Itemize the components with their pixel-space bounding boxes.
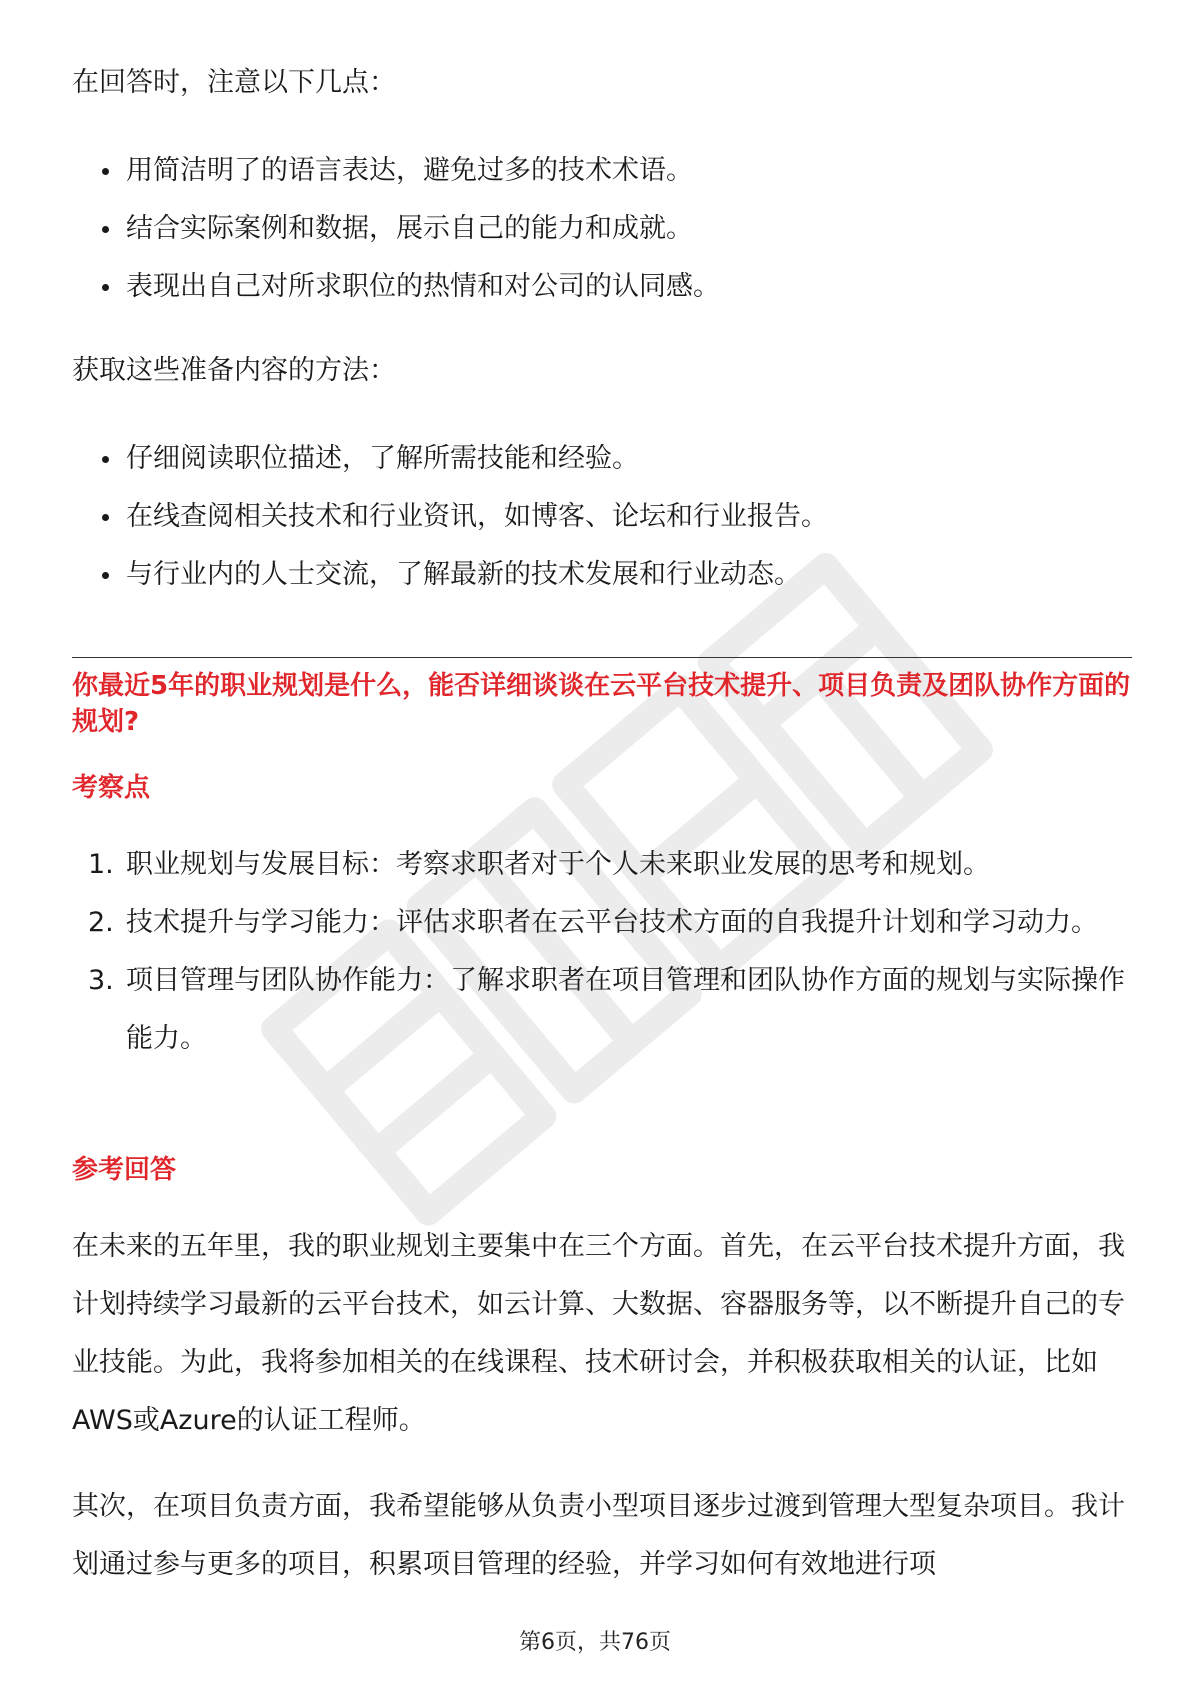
list-item: 仔细阅读职位描述，了解所需技能和经验。 bbox=[72, 430, 828, 488]
list-item: 在线查阅相关技术和行业资讯，如博客、论坛和行业报告。 bbox=[72, 488, 828, 546]
list-item: 表现出自己对所求职位的热情和对公司的认同感。 bbox=[72, 258, 720, 316]
list-item-text: 项目管理与团队协作能力：了解求职者在项目管理和团队协作方面的规划与实际操作能力。 bbox=[126, 965, 1125, 1054]
list-item bbox=[72, 836, 1132, 894]
list-index: 3. bbox=[88, 965, 114, 996]
list-index: 2. bbox=[88, 907, 114, 938]
list-item-text: 职业规划与发展目标：考察求职者对于个人未来职业发展的思考和规划。 bbox=[126, 849, 990, 880]
intro-paragraph: 在回答时，注意以下几点： bbox=[72, 67, 396, 98]
list-item bbox=[72, 894, 1132, 952]
methods-list bbox=[72, 430, 828, 604]
section-title-focus: 考察点 bbox=[72, 773, 151, 803]
list-item: 用简洁明了的语言表达，避免过多的技术术语。 bbox=[72, 142, 720, 200]
question-heading: 你最近5年的职业规划是什么，能否详细谈谈在云平台技术提升、项目负责及团队协作方面的规划? bbox=[72, 671, 1131, 737]
list-item: 结合实际案例和数据，展示自己的能力和成就。 bbox=[72, 200, 720, 258]
section-title-answer: 参考回答 bbox=[72, 1155, 177, 1185]
list-item bbox=[72, 952, 1132, 1068]
page-number: 第6页，共76页 bbox=[519, 1630, 671, 1655]
section-divider bbox=[72, 657, 1132, 658]
answer-paragraph: 在未来的五年里，我的职业规划主要集中在三个方面。首先，在云平台技术提升方面，我计划持续学习最新的云平台技术，如云计算、大数据、容器服务等，以不断提升自己的专业技能。为此，我将参加相关的在线课程、技术研讨会，并积极获取相关的认证，比如AWS或Azure的认证工程师。 bbox=[72, 1231, 1125, 1436]
answer-paragraph: 其次，在项目负责方面，我希望能够从负责小型项目逐步过渡到管理大型复杂项目。我计划通过参与更多的项目，积累项目管理的经验，并学习如何有效地进行项 bbox=[72, 1491, 1125, 1580]
list-item-text: 技术提升与学习能力：评估求职者在云平台技术方面的自我提升计划和学习动力。 bbox=[126, 907, 1098, 938]
tips-list bbox=[72, 142, 720, 316]
focus-points-list bbox=[72, 836, 1132, 1068]
list-index: 1. bbox=[88, 849, 114, 880]
list-item: 与行业内的人士交流，了解最新的技术发展和行业动态。 bbox=[72, 546, 828, 604]
methods-paragraph: 获取这些准备内容的方法： bbox=[72, 355, 396, 386]
